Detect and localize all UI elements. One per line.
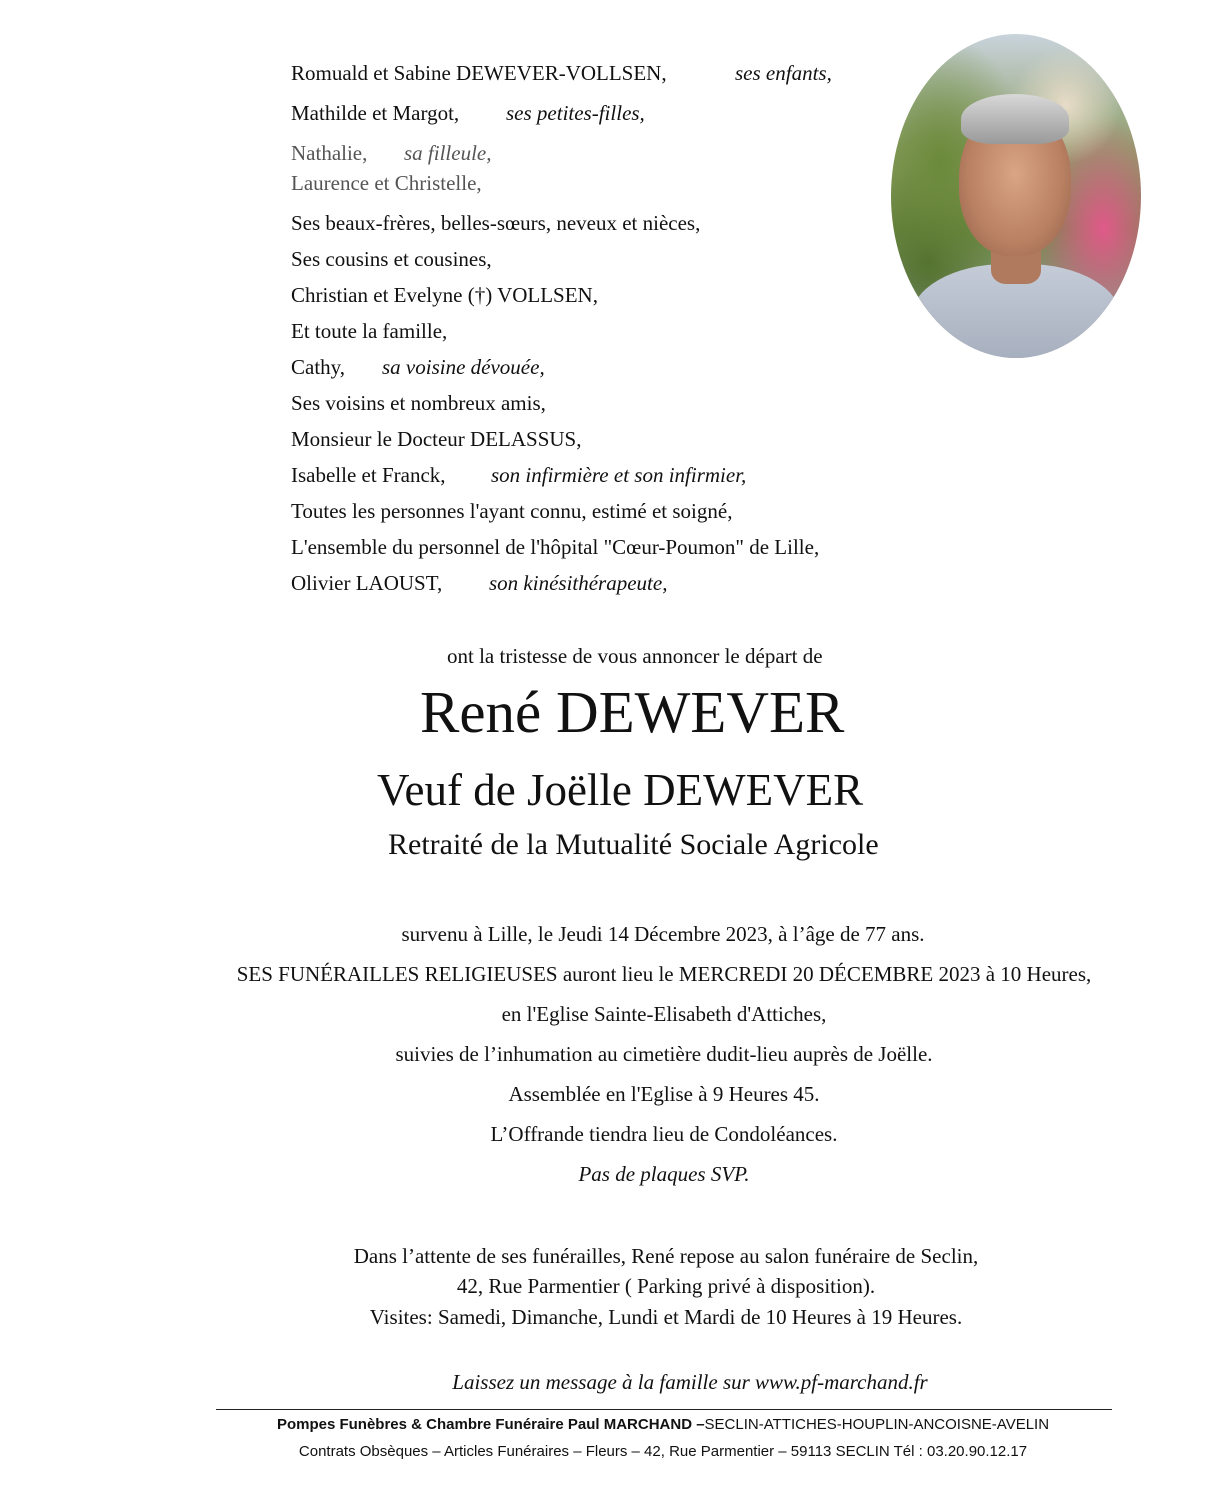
rest-line: Dans l’attente de ses funérailles, René repose au salon funéraire de Seclin,: [353, 1244, 979, 1268]
footer-divider: [216, 1409, 1112, 1410]
deceased-occupation: Retraité de la Mutualité Sociale Agricole: [388, 828, 879, 861]
family-line: [291, 282, 598, 308]
family-name: Cathy,: [291, 355, 346, 379]
family-line: [291, 462, 747, 488]
family-relation: ses petites-filles,: [506, 101, 645, 125]
footer-company-line: [0, 1416, 1214, 1433]
family-line: [291, 318, 447, 344]
family-line: [291, 140, 492, 166]
family-line: [291, 390, 546, 416]
family-name: Olivier LAOUST,: [291, 571, 443, 595]
deceased-widower: Veuf de Joëlle DEWEVER: [377, 765, 864, 815]
family-line: [291, 498, 732, 524]
family-line: [291, 210, 700, 236]
family-line: [291, 534, 819, 560]
portrait-hair: [961, 94, 1069, 144]
rest-line: 42, Rue Parmentier ( Parking privé à disposition).: [456, 1274, 876, 1298]
family-name: Ses cousins et cousines,: [291, 247, 492, 271]
family-name: Christian et Evelyne (†) VOLLSEN,: [291, 283, 598, 307]
family-line: [291, 60, 832, 86]
deceased-name: René DEWEVER: [420, 679, 845, 745]
detail-line: L’Offrande tiendra lieu de Condoléances.: [490, 1122, 838, 1146]
footer-contact: Contrats Obsèques – Articles Funéraires – Fleurs – 42, Rue Parmentier – 59113 SECLIN Tél : 03.20.90.12.17: [298, 1443, 1028, 1460]
detail-line: en l'Eglise Sainte-Elisabeth d'Attiches,: [501, 1002, 827, 1026]
family-name: Mathilde et Margot,: [291, 101, 460, 125]
family-line: [291, 354, 545, 380]
rest-line: Visites: Samedi, Dimanche, Lundi et Mardi de 10 Heures à 19 Heures.: [369, 1305, 963, 1329]
family-relation: ses enfants,: [735, 61, 832, 85]
family-name: Ses voisins et nombreux amis,: [291, 391, 546, 415]
detail-line: suivies de l’inhumation au cimetière dudit-lieu auprès de Joëlle.: [395, 1042, 933, 1066]
family-name: Nathalie,: [291, 141, 368, 165]
message-link: Laissez un message à la famille sur www.pf-marchand.fr: [452, 1370, 928, 1394]
family-name: Romuald et Sabine DEWEVER-VOLLSEN,: [291, 61, 667, 85]
family-line: [291, 170, 482, 196]
family-name: Laurence et Christelle,: [291, 171, 482, 195]
family-name: Toutes les personnes l'ayant connu, estimé et soigné,: [291, 499, 733, 523]
footer-locations: SECLIN-ATTICHES-HOUPLIN-ANCOISNE-AVELIN: [704, 1416, 1050, 1433]
detail-line: Assemblée en l'Eglise à 9 Heures 45.: [508, 1082, 820, 1106]
family-name: Ses beaux-frères, belles-sœurs, neveux et nièces,: [291, 211, 701, 235]
family-relation: sa voisine dévouée,: [382, 355, 545, 379]
family-name: Et toute la famille,: [291, 319, 448, 343]
family-relation: son infirmière et son infirmier,: [491, 463, 747, 487]
family-line: [291, 426, 581, 452]
detail-line: survenu à Lille, le Jeudi 14 Décembre 2023, à l’âge de 77 ans.: [401, 922, 925, 946]
family-relation: son kinésithérapeute,: [489, 571, 668, 595]
portrait-photo: [891, 34, 1141, 358]
family-line: [291, 570, 668, 596]
family-name: Monsieur le Docteur DELASSUS,: [291, 427, 582, 451]
family-name: L'ensemble du personnel de l'hôpital "Cœur-Poumon" de Lille,: [291, 535, 820, 559]
detail-line: Pas de plaques SVP.: [578, 1162, 750, 1186]
family-line: [291, 246, 492, 272]
footer-company: Pompes Funèbres & Chambre Funéraire Paul MARCHAND –: [276, 1416, 705, 1433]
family-name: Isabelle et Franck,: [291, 463, 446, 487]
detail-line: SES FUNÉRAILLES RELIGIEUSES auront lieu le MERCREDI 20 DÉCEMBRE 2023 à 10 Heures,: [236, 962, 1092, 986]
announcement-text: ont la tristesse de vous annoncer le départ de: [447, 644, 823, 668]
family-line: [291, 100, 645, 126]
family-relation: sa filleule,: [404, 141, 492, 165]
